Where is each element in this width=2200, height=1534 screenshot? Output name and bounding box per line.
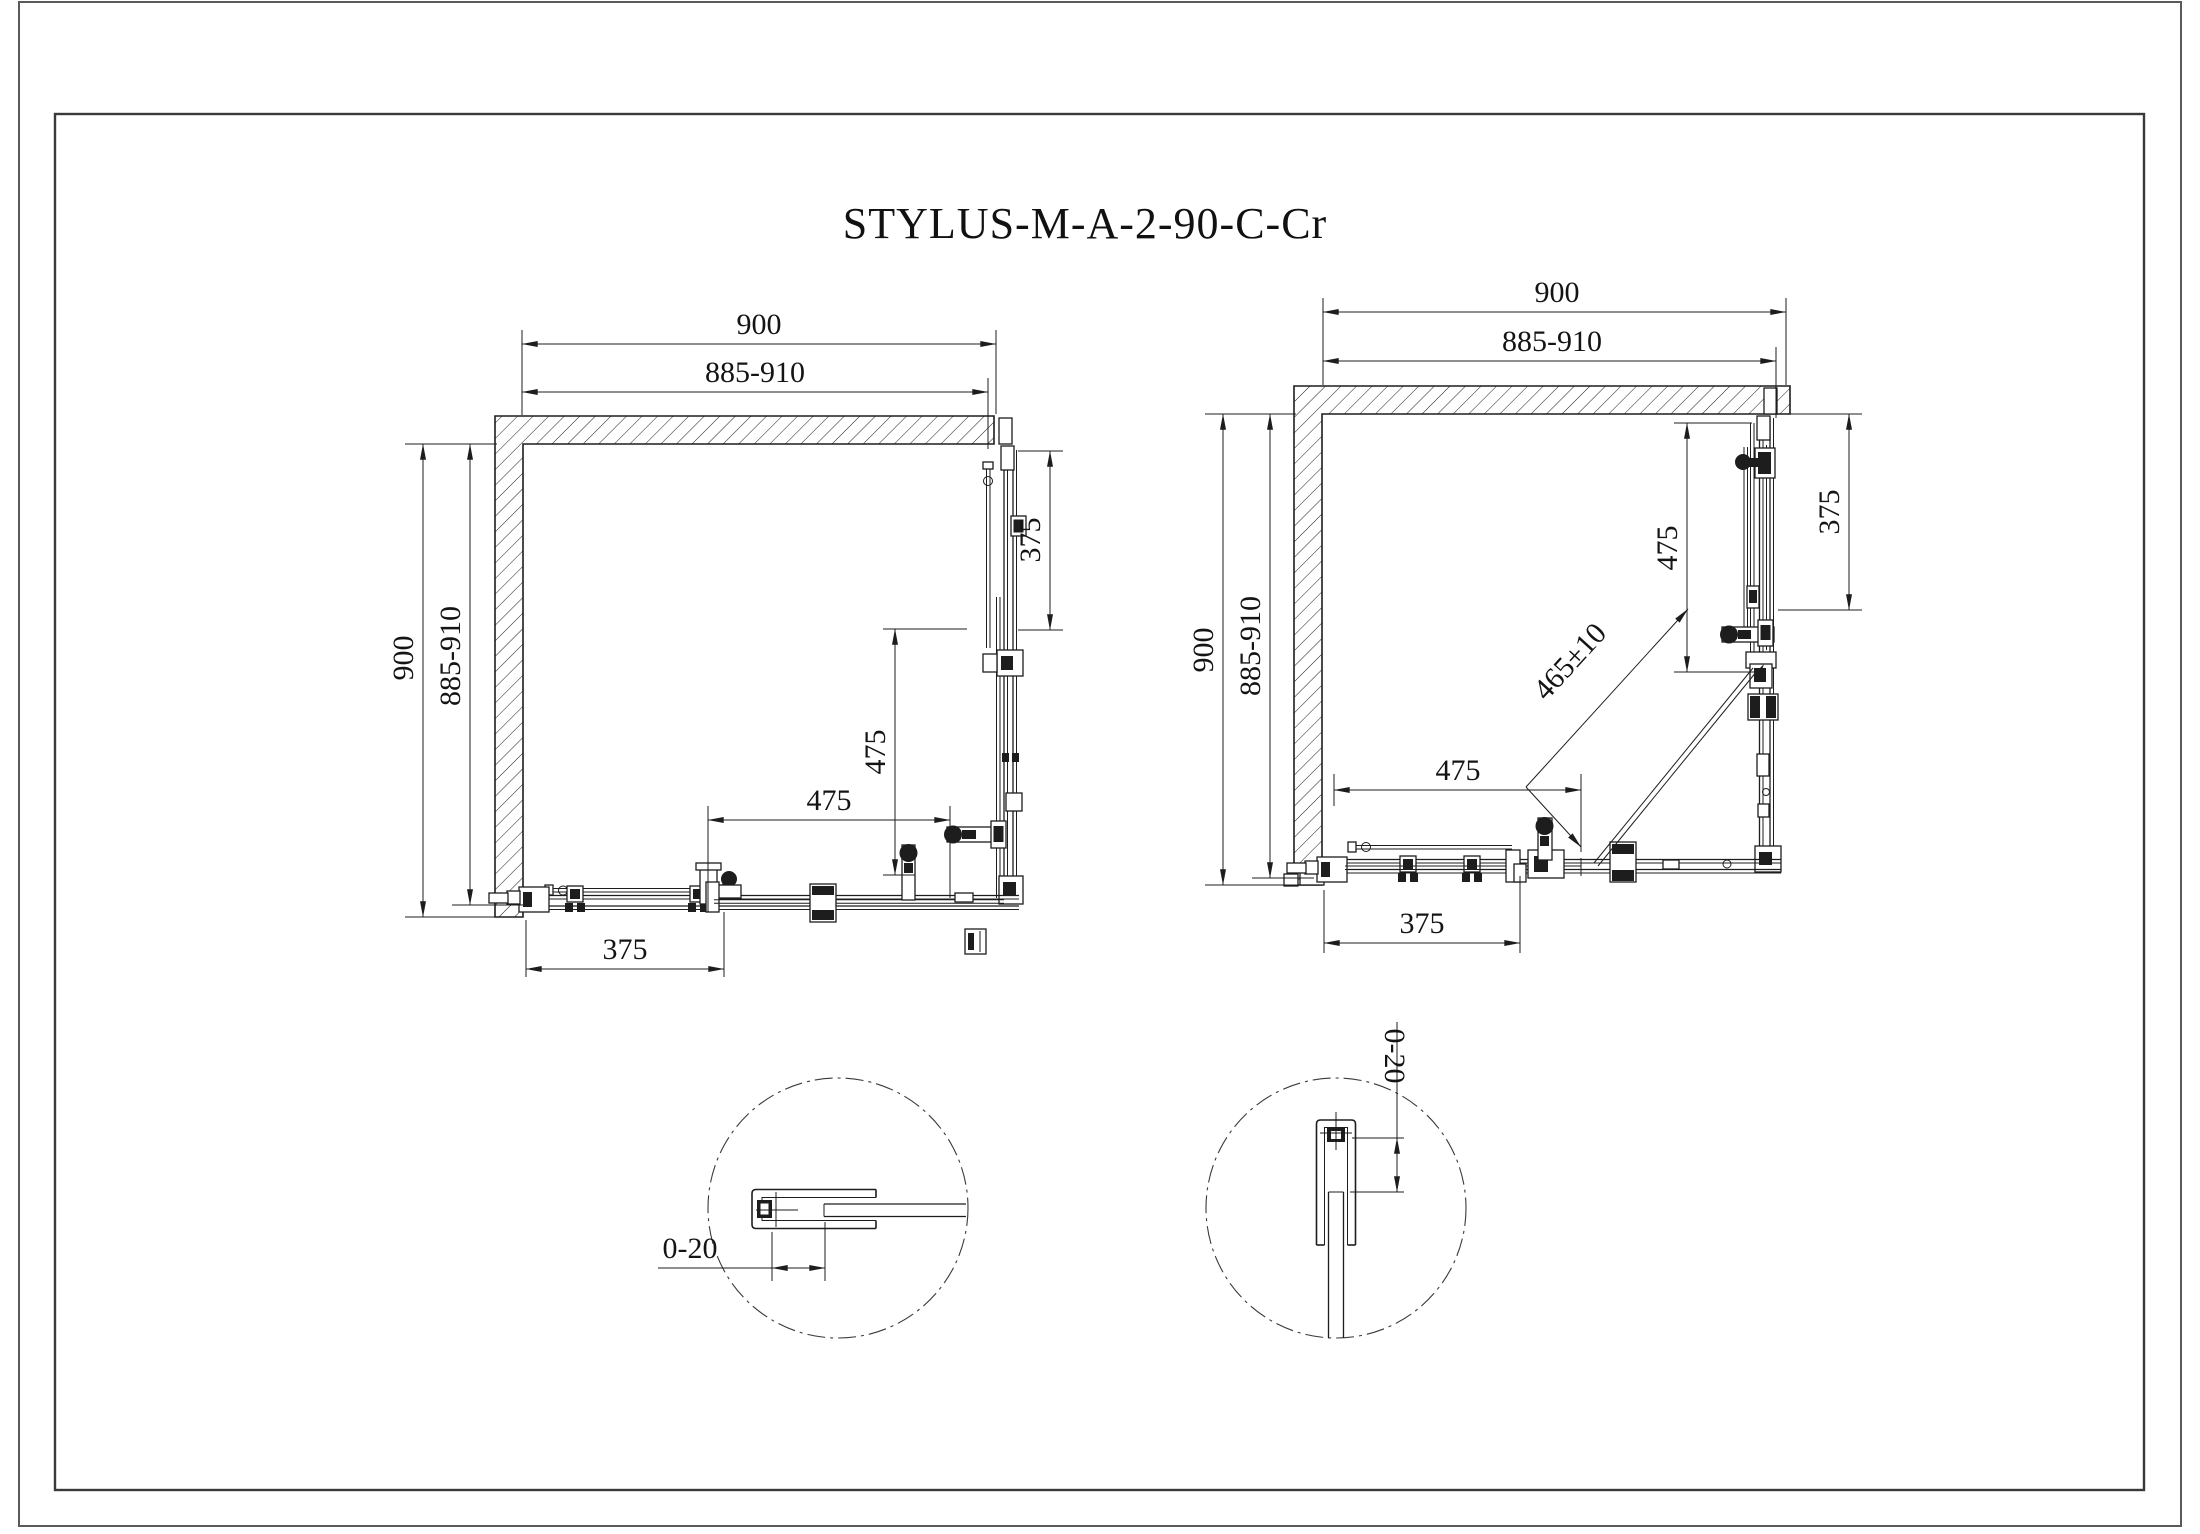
door-assembly-right-open	[1720, 416, 1781, 872]
dim-open-depth-adjust: 885-910	[1234, 596, 1267, 696]
dim-closed-bottom-fixed: 375	[602, 933, 648, 966]
door-assembly-bottom-closed	[489, 844, 1019, 922]
inner-frame	[55, 114, 2144, 1490]
detail-right	[1206, 1022, 1466, 1338]
dim-open-width-adjust: 885-910	[1502, 325, 1602, 358]
dim-closed-entry-vertical: 475	[859, 729, 892, 775]
wall-hatch-open	[1284, 386, 1790, 886]
open-door-diagonal	[1594, 664, 1764, 866]
wall-hatch-closed	[495, 416, 1012, 917]
dim-closed-width-total: 900	[736, 308, 782, 341]
door-assembly-bottom-open	[1287, 817, 1781, 882]
dim-open-diagonal-opening: 465±10	[1526, 616, 1614, 707]
detail-left	[658, 1078, 968, 1338]
detail-left-circle	[708, 1078, 968, 1338]
dim-open-bottom-fixed: 375	[1399, 907, 1445, 940]
dim-detail-right-adjust: 0-20	[1378, 1028, 1411, 1084]
dim-closed-width-adjust: 885-910	[705, 356, 805, 389]
dim-closed-entry-horizontal: 475	[806, 784, 852, 817]
dim-closed-depth-total: 900	[387, 635, 420, 681]
page-title: STYLUS-M-A-2-90-C-Cr	[842, 199, 1328, 248]
dim-open-side-fixed: 375	[1813, 489, 1846, 535]
dim-open-width-total: 900	[1534, 276, 1580, 309]
dim-open-depth-total: 900	[1187, 627, 1220, 673]
dim-open-entry-horizontal: 475	[1435, 754, 1481, 787]
dim-closed-side-fixed: 375	[1014, 517, 1047, 563]
dim-open-entry-vertical: 475	[1651, 525, 1684, 571]
dim-detail-left-adjust: 0-20	[662, 1232, 718, 1265]
view-open	[1187, 276, 1862, 953]
view-closed	[387, 308, 1063, 977]
dim-closed-depth-adjust: 885-910	[434, 606, 467, 706]
